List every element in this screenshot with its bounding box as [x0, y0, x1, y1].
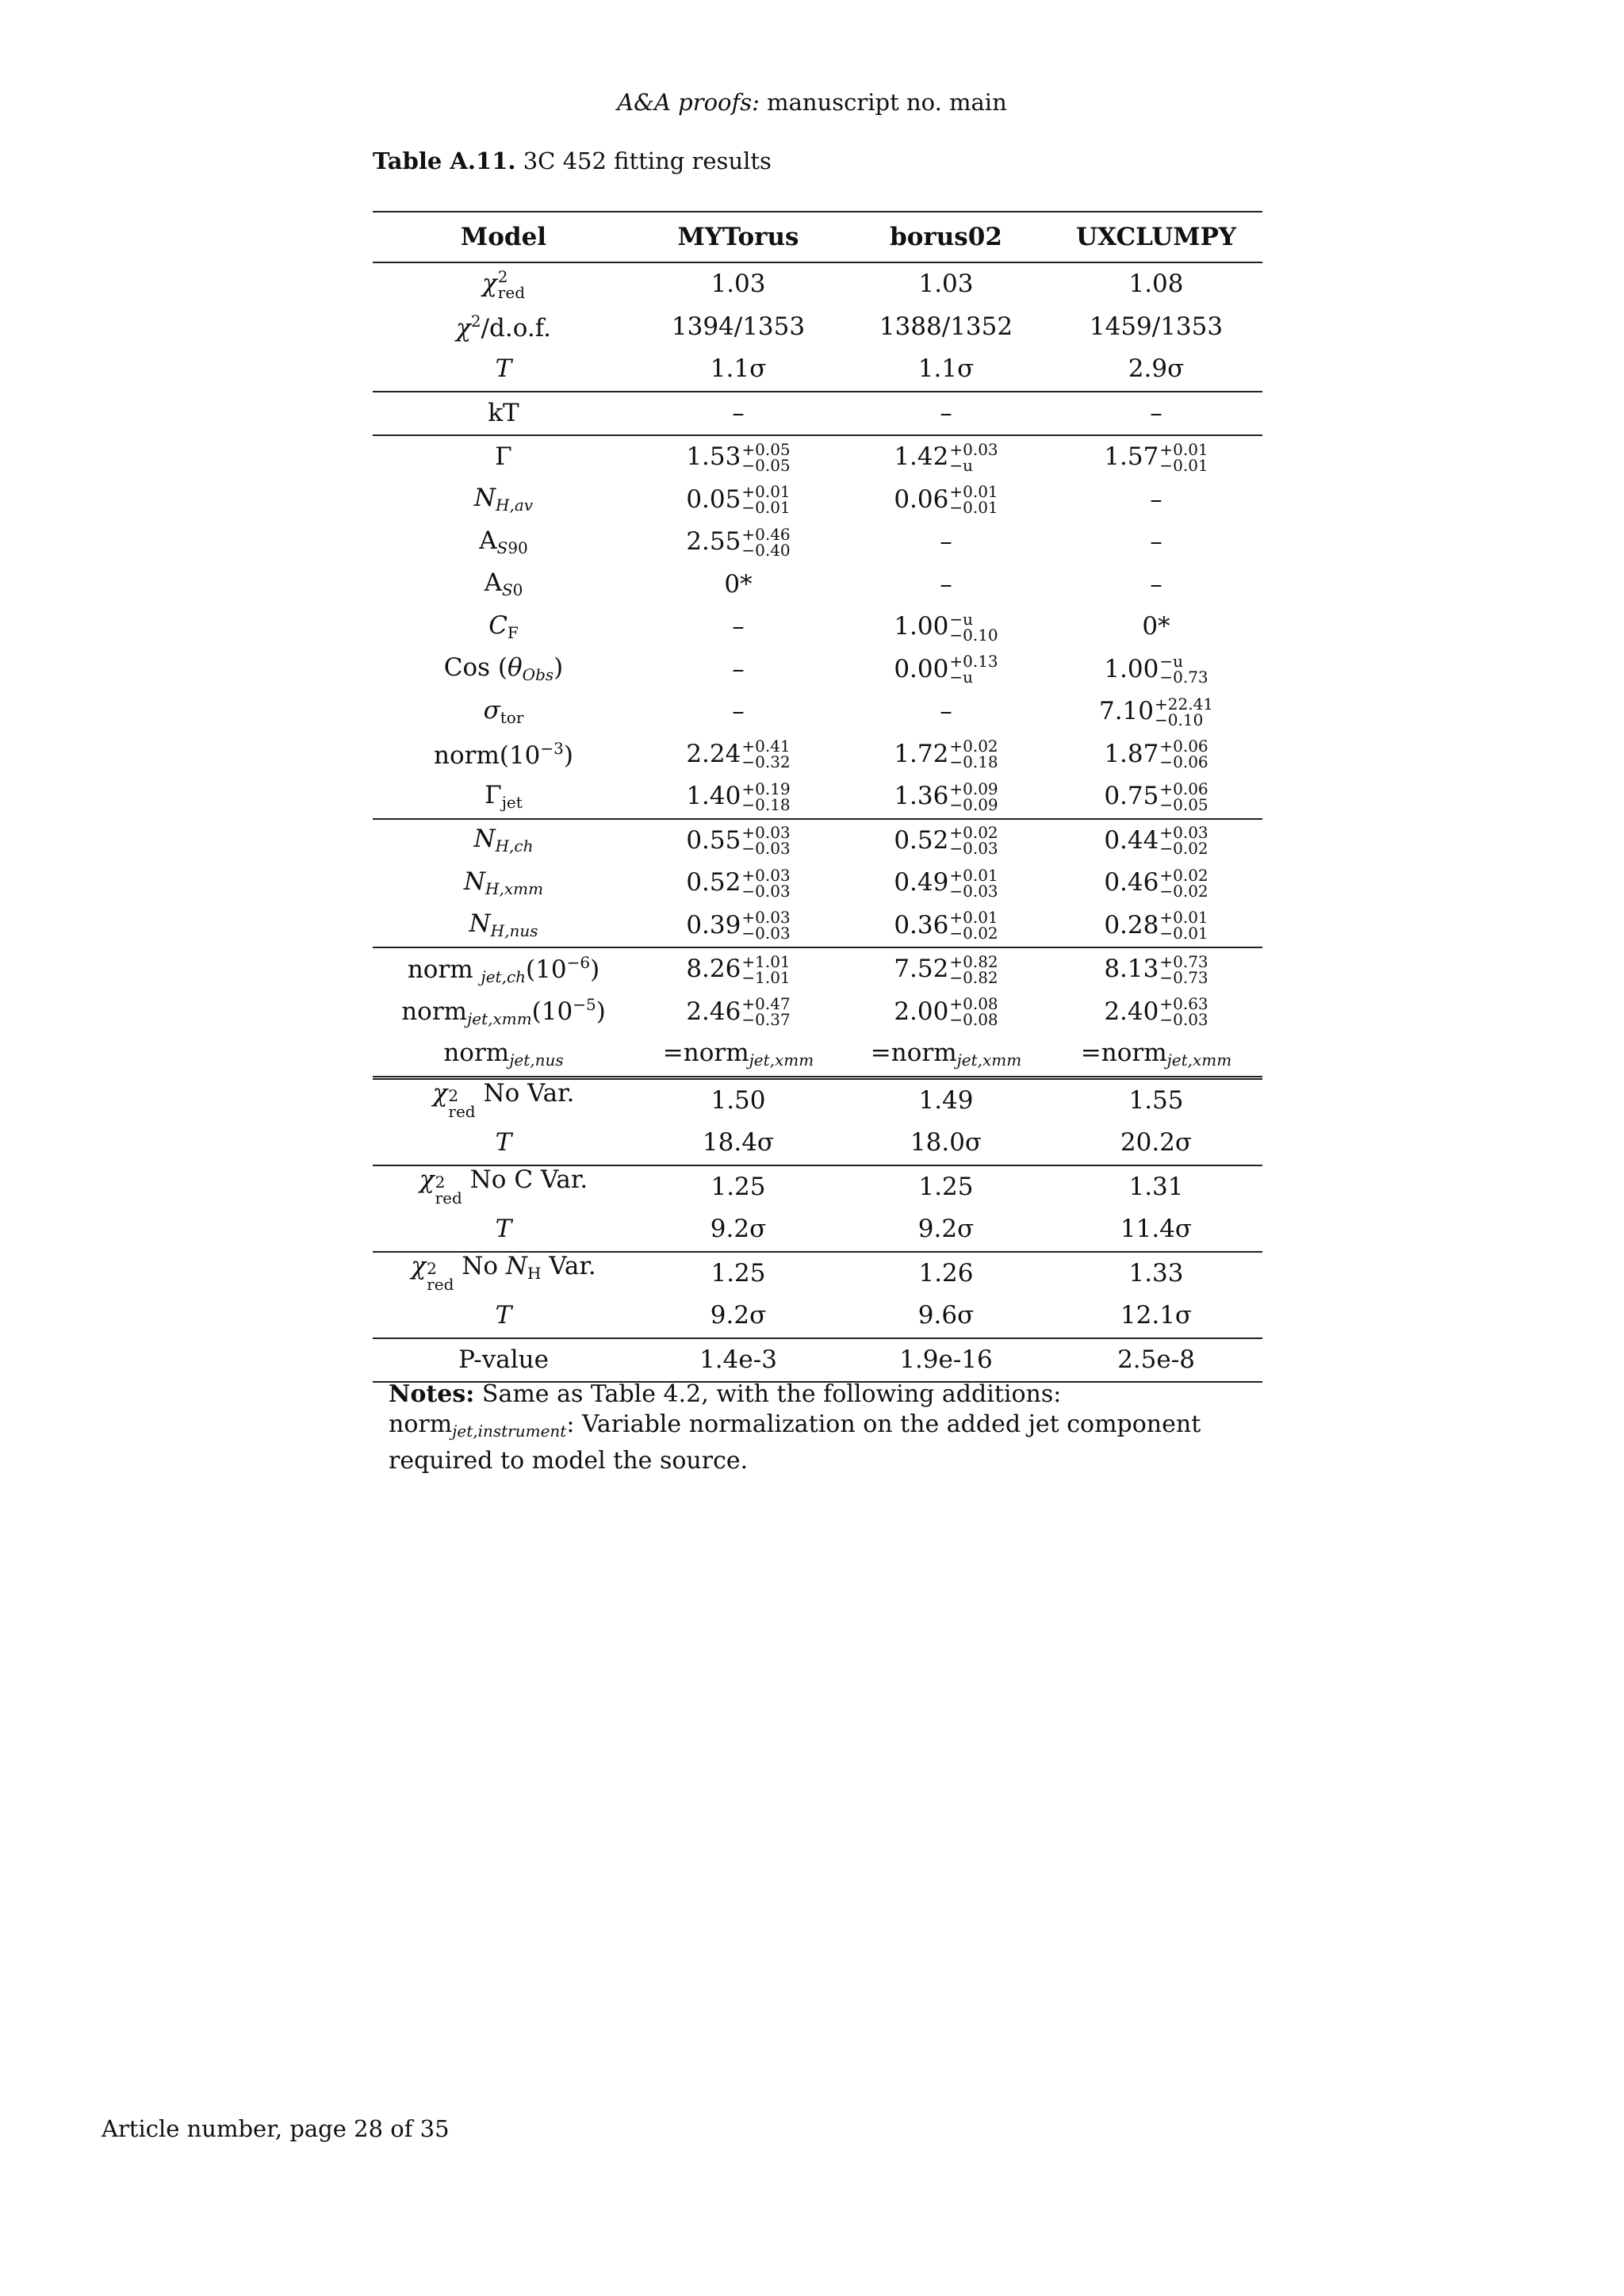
cell: 2.9σ: [1128, 354, 1185, 384]
cell: =norm$_{jet,xmm}$: [870, 1038, 1022, 1070]
cell: 0.75 +0.06 −0.05: [1104, 779, 1208, 814]
row-label: T: [495, 1301, 512, 1330]
cell: 1459/1353: [1089, 312, 1224, 341]
row-label: $\sigma_{tor}$: [483, 695, 524, 727]
col-header-mytorus: MYTorus: [677, 222, 799, 251]
row-noc-chi: [373, 1165, 1262, 1209]
cell: =norm$_{jet,xmm}$: [1080, 1038, 1232, 1070]
row-nonh-chi: [373, 1252, 1262, 1295]
cell: 9.2σ: [710, 1215, 767, 1244]
fitting-results-table: [373, 211, 1262, 1383]
cell: 1.1σ: [710, 354, 767, 384]
row-label: $\Gamma_{jet}$: [485, 780, 523, 812]
cell: 1.9e-16: [899, 1345, 993, 1374]
row-label: kT: [488, 398, 519, 427]
row-as90: [373, 521, 1262, 564]
cell: 0.39 +0.03 −0.03: [686, 908, 791, 943]
col-header-model: Model: [460, 222, 547, 251]
cell: –: [940, 398, 952, 427]
row-nh-xmm: [373, 862, 1262, 905]
cell: 1.1σ: [917, 354, 975, 384]
row-norm: [373, 733, 1262, 776]
cell: 1.49: [918, 1085, 974, 1115]
row-label: Γ: [495, 442, 512, 472]
table-caption: [373, 147, 772, 174]
cell: =norm$_{jet,xmm}$: [662, 1038, 814, 1070]
cell: 7.52 +0.82 −0.82: [894, 951, 998, 987]
cell: 1388/1352: [879, 312, 1013, 341]
notes-term: norm$_{jet,instrument}$: [389, 1410, 567, 1441]
cell: 0.28 +0.01 −0.01: [1104, 908, 1208, 943]
cell: 2.00 +0.08 −0.08: [894, 994, 998, 1030]
cell: 1.26: [918, 1258, 974, 1288]
col-header-uxclumpy: UXCLUMPY: [1075, 222, 1237, 251]
cell: 1.87 +0.06 −0.06: [1104, 737, 1208, 772]
row-norm-jet-xmm: [373, 991, 1262, 1034]
cell: –: [732, 697, 745, 726]
row-label: χ 2 red No C Var.: [419, 1165, 588, 1208]
cell: 0.52 +0.02 −0.03: [894, 823, 998, 859]
row-pvalue: [373, 1338, 1262, 1383]
cell: 9.2σ: [917, 1215, 975, 1244]
row-label: $A_{S0}$: [484, 568, 523, 600]
cell: –: [1150, 398, 1162, 427]
cell: 0.46 +0.02 −0.02: [1104, 865, 1208, 901]
row-novar-T: [373, 1122, 1262, 1165]
row-label: $norm_{jet,xmm}(10^{-5})$: [401, 995, 606, 1029]
cell: 1.00 −u −0.10: [894, 609, 998, 645]
row-label: Cos $(\theta_{Obs})$: [443, 653, 564, 685]
cell: 0.06 +0.01 −0.01: [894, 482, 998, 518]
running-head: [0, 89, 1624, 116]
cell: 1.25: [918, 1172, 974, 1201]
cell: 1.03: [918, 270, 974, 299]
cell: 2.46 +0.47 −0.37: [686, 994, 791, 1030]
notes-label: Notes:: [389, 1380, 475, 1408]
cell: –: [940, 697, 952, 726]
row-label: T: [495, 1128, 512, 1158]
cell: 18.4σ: [702, 1128, 775, 1158]
cell: 1.4e-3: [699, 1345, 777, 1374]
cell: 7.10 +22.41 −0.10: [1098, 694, 1214, 729]
notes-line2: : Variable normalization on the added jet component required to model the source.: [389, 1410, 1201, 1475]
cell: 1.57 +0.01 −0.01: [1104, 439, 1208, 475]
page-footer: Article number, page 28 of 35: [102, 2115, 450, 2142]
cell: 8.13 +0.73 −0.73: [1104, 951, 1208, 987]
row-as0: [373, 564, 1262, 607]
cell: 1.03: [710, 270, 766, 299]
cell: 2.40 +0.63 −0.03: [1104, 994, 1208, 1030]
row-label: $\chi^2/d.o.f$.: [456, 311, 551, 342]
cell: 1.00 −u −0.73: [1104, 652, 1208, 687]
row-dof: [373, 306, 1262, 349]
cell: 9.2σ: [710, 1301, 767, 1330]
cell: 12.1σ: [1120, 1301, 1193, 1330]
table-header-row: [373, 212, 1262, 262]
row-nh-nus: [373, 905, 1262, 948]
cell: 1.08: [1128, 270, 1184, 299]
cell: 1.25: [710, 1172, 766, 1201]
cell: 0.36 +0.01 −0.02: [894, 908, 998, 943]
cell: 0.00 +0.13 −u: [894, 652, 998, 687]
cell: 1.72 +0.02 −0.18: [894, 737, 998, 772]
cell: 2.55 +0.46 −0.40: [686, 524, 791, 560]
cell: 1.31: [1128, 1172, 1184, 1201]
cell: 1.53 +0.05 −0.05: [686, 439, 791, 475]
table-title: 3C 452 fitting results: [523, 147, 772, 174]
cell: 0.55 +0.03 −0.03: [686, 823, 791, 859]
table-label: Table A.11.: [373, 147, 516, 174]
cell: 1.42 +0.03 −u: [894, 439, 998, 475]
cell: –: [732, 612, 745, 641]
row-cf: [373, 606, 1262, 649]
cell: 0.52 +0.03 −0.03: [686, 865, 791, 901]
cell: –: [1150, 569, 1162, 599]
row-cos-obs: [373, 649, 1262, 691]
row-label: χ 2 red No $N_H$ Var.: [411, 1252, 596, 1295]
row-norm-jet-nus: [373, 1033, 1262, 1077]
cell: 9.6σ: [917, 1301, 975, 1330]
cell: 20.2σ: [1120, 1128, 1193, 1158]
cell: 1.33: [1128, 1258, 1184, 1288]
row-sigma-tor: [373, 691, 1262, 733]
cell: 1.55: [1128, 1085, 1184, 1115]
cell: 8.26 +1.01 −1.01: [686, 951, 791, 987]
row-kT: [373, 392, 1262, 436]
row-gamma-jet: [373, 775, 1262, 819]
cell: 1.25: [710, 1258, 766, 1288]
row-chi2red: [373, 262, 1262, 306]
row-norm-jet-ch: [373, 947, 1262, 991]
cell: –: [1150, 527, 1162, 557]
cell: –: [732, 398, 745, 427]
row-label: χ 2 red: [482, 266, 525, 302]
row-label: $N_{H,xmm}$: [463, 867, 544, 898]
row-novar-chi: [373, 1077, 1262, 1122]
cell: 0*: [724, 569, 753, 599]
cell: 2.24 +0.41 −0.32: [686, 737, 791, 772]
cell: 1.50: [710, 1085, 766, 1115]
row-label: norm$_{jet,nus}$: [443, 1038, 564, 1070]
row-label: $norm(10^{-3})$: [434, 738, 573, 770]
row-noc-T: [373, 1208, 1262, 1252]
cell: 11.4σ: [1120, 1215, 1193, 1244]
cell: –: [940, 527, 952, 557]
journal-name: A&A proofs:: [617, 89, 760, 116]
cell: –: [732, 654, 745, 683]
manuscript-id: manuscript no. main: [767, 89, 1007, 116]
cell: –: [1150, 484, 1162, 514]
row-label: T: [495, 354, 512, 384]
cell: 18.0σ: [910, 1128, 982, 1158]
row-nh-ch: [373, 819, 1262, 863]
row-label: $C_F$: [488, 610, 519, 642]
row-label: $N_{H,av}$: [473, 484, 534, 515]
cell: 0*: [1142, 612, 1170, 641]
row-T: [373, 348, 1262, 392]
row-nonh-T: [373, 1295, 1262, 1338]
row-label: norm $_{jet,ch}(10^{-6})$: [407, 952, 600, 986]
cell: 0.49 +0.01 −0.03: [894, 865, 998, 901]
cell: 0.44 +0.03 −0.02: [1104, 823, 1208, 859]
row-label: $A_{S90}$: [479, 526, 528, 557]
row-label: T: [495, 1215, 512, 1244]
cell: 1.40 +0.19 −0.18: [686, 779, 791, 814]
cell: 1394/1353: [671, 312, 806, 341]
cell: 2.5e-8: [1117, 1345, 1195, 1374]
cell: –: [940, 569, 952, 599]
table-notes: [389, 1380, 1269, 1476]
cell: 0.05 +0.01 −0.01: [686, 482, 791, 518]
row-label: $N_{H,nus}$: [469, 909, 538, 941]
row-label: P-value: [458, 1345, 549, 1374]
row-label: χ 2 red No Var.: [432, 1079, 575, 1122]
cell: 1.36 +0.09 −0.09: [894, 779, 998, 814]
row-gamma: [373, 435, 1262, 479]
row-label: $N_{H,ch}$: [473, 825, 534, 856]
row-nh-av: [373, 479, 1262, 522]
notes-line1: Same as Table 4.2, with the following additions:: [481, 1380, 1062, 1408]
col-header-borus02: borus02: [890, 222, 1002, 251]
